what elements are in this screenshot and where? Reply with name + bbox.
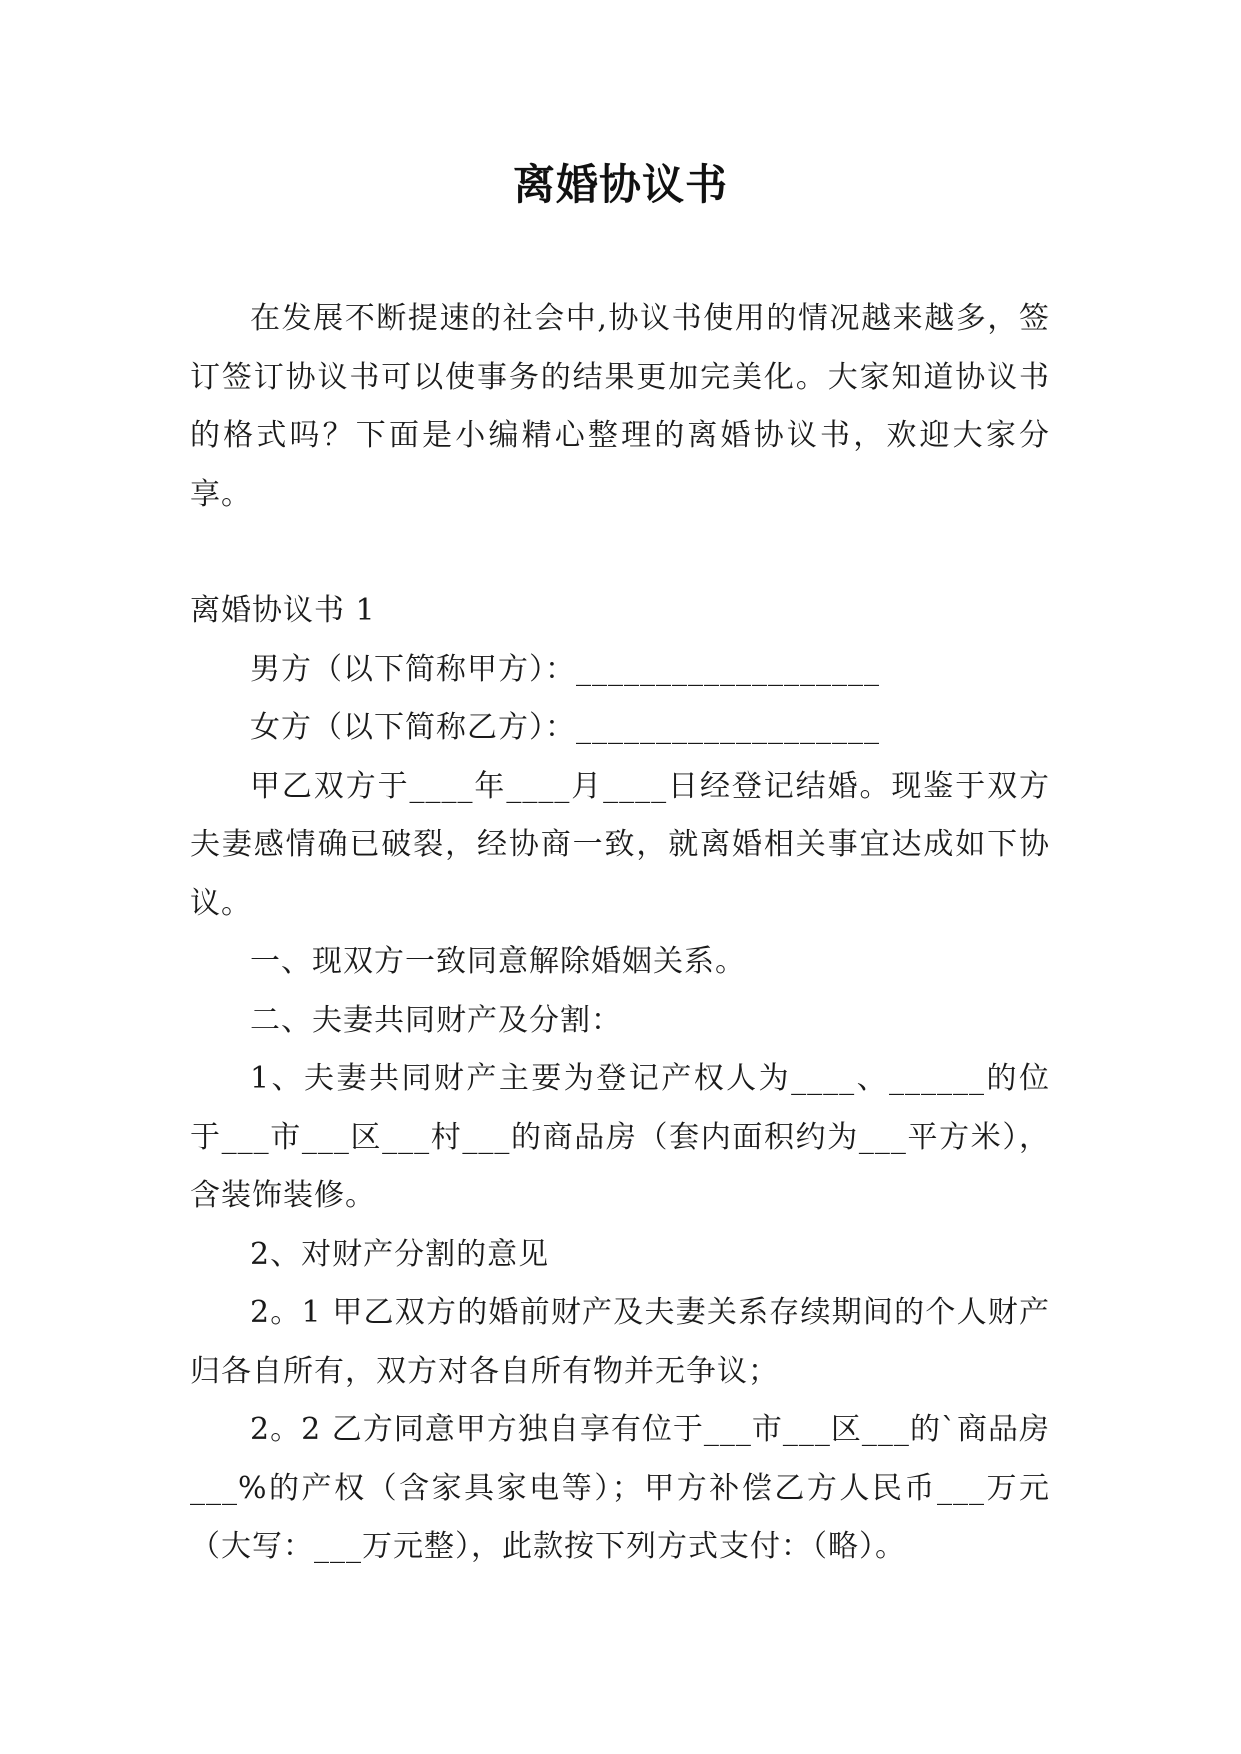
document-body <box>190 290 1050 1577</box>
husband-line: 男方（以下简称甲方）：___________________ <box>250 651 880 687</box>
clause-joint-property: 二、夫妻共同财产及分割： <box>250 1002 622 1038</box>
section-heading: 离婚协议书 1 <box>190 593 376 628</box>
paragraph-spacer <box>190 524 1050 582</box>
wife-line: 女方（以下简称乙方）：___________________ <box>250 710 880 745</box>
document-title: 离婚协议书 <box>512 160 728 209</box>
clause-property-item-2-2: 2。2 乙方同意甲方独自享有位于___市___区___的`商品房___%的产权（含家具家电等）；甲方补偿乙方人民币___万元（大写：___万元整），此款按下列方式支付：（略）。 <box>190 1412 1050 1564</box>
clause-dissolve-marriage: 一、现双方一致同意解除婚姻关系。 <box>250 944 746 979</box>
clause-property-item-2-1: 2。1 甲乙双方的婚前财产及夫妻关系存续期间的个人财产归各自所有，双方对各自所有物并无争议； <box>190 1295 1050 1389</box>
marriage-registration-paragraph: 甲乙双方于____年____月____日经登记结婚。现鉴于双方夫妻感情确已破裂，经协商一致，就离婚相关事宜达成如下协议。 <box>190 768 1050 921</box>
clause-property-item-1: 1、夫妻共同财产主要为登记产权人为____、______的位于___市___区___村___的商品房（套内面积约为___平方米），含装饰装修。 <box>190 1061 1050 1213</box>
clause-property-item-2: 2、对财产分割的意见 <box>250 1236 550 1272</box>
intro-paragraph: 在发展不断提速的社会中,协议书使用的情况越来越多，签订签订协议书可以使事务的结果更加完美化。大家知道协议书的格式吗？下面是小编精心整理的离婚协议书，欢迎大家分享。 <box>190 301 1050 512</box>
